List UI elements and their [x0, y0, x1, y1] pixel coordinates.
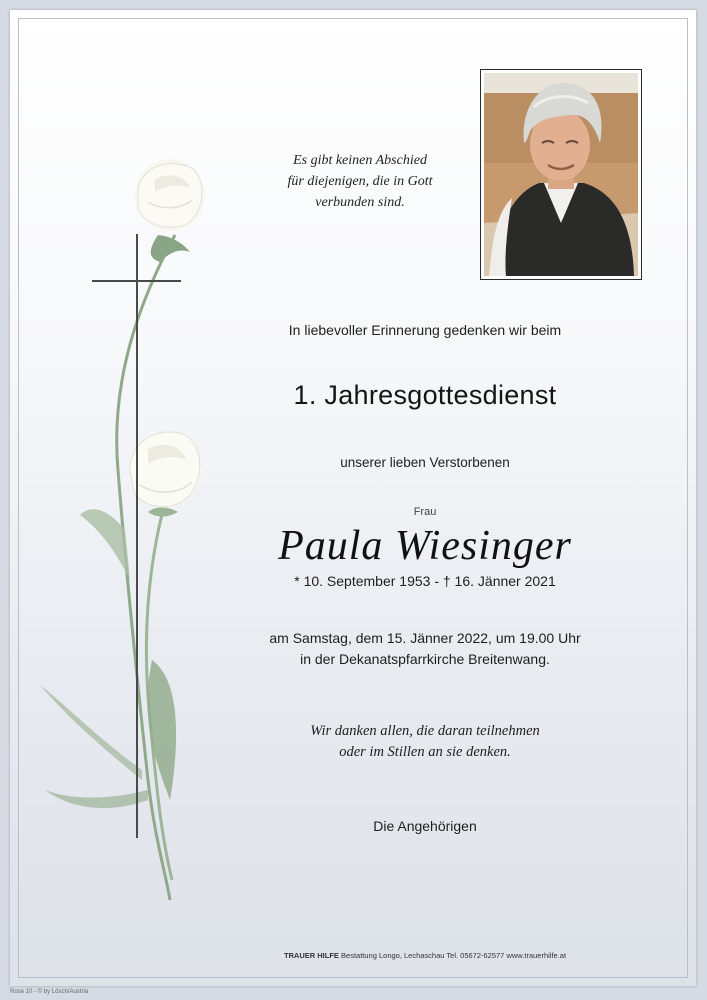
deceased-name: Paula Wiesinger [278, 523, 572, 569]
quote-line: verbunden sind. [315, 195, 405, 210]
footer-contact: Bestattung Longo, Lechaschau Tel. 05672-62577 www.trauerhilfe.at [341, 951, 567, 960]
service-details [180, 628, 670, 670]
cross-vertical-bar [136, 234, 138, 838]
portrait-photo [480, 69, 642, 280]
service-title: 1. Jahresgottesdienst [293, 380, 557, 410]
image-credit: Rose 10 - © by Lösch/Austria [10, 989, 89, 995]
life-dates: * 10. September 1953 - † 16. Jänner 2021 [294, 573, 556, 589]
thanks-text [180, 721, 670, 763]
portrait-image [484, 73, 638, 276]
service-date-time: am Samstag, dem 15. Jänner 2022, um 19.00 Uhr [269, 630, 581, 646]
service-location: in der Dekanatspfarrkirche Breitenwang. [300, 651, 550, 667]
white-rose-illustration [30, 140, 230, 900]
thanks-line: Wir danken allen, die daran teilnehmen [310, 723, 540, 739]
thanks-line: oder im Stillen an sie denken. [339, 744, 511, 760]
signature: Die Angehörigen [373, 818, 477, 834]
quote-line: für diejenigen, die in Gott [287, 174, 433, 189]
salutation: Frau [413, 506, 437, 518]
deceased-label: unserer lieben Verstorbenen [340, 455, 510, 470]
footer [180, 951, 670, 960]
footer-brand: TRAUER HILFE [283, 951, 339, 960]
memorial-quote [255, 150, 465, 213]
cross-horizontal-bar [92, 280, 181, 282]
intro-text: In liebevoller Erinnerung gedenken wir beim [288, 322, 562, 338]
quote-line: Es gibt keinen Abschied [293, 153, 427, 168]
